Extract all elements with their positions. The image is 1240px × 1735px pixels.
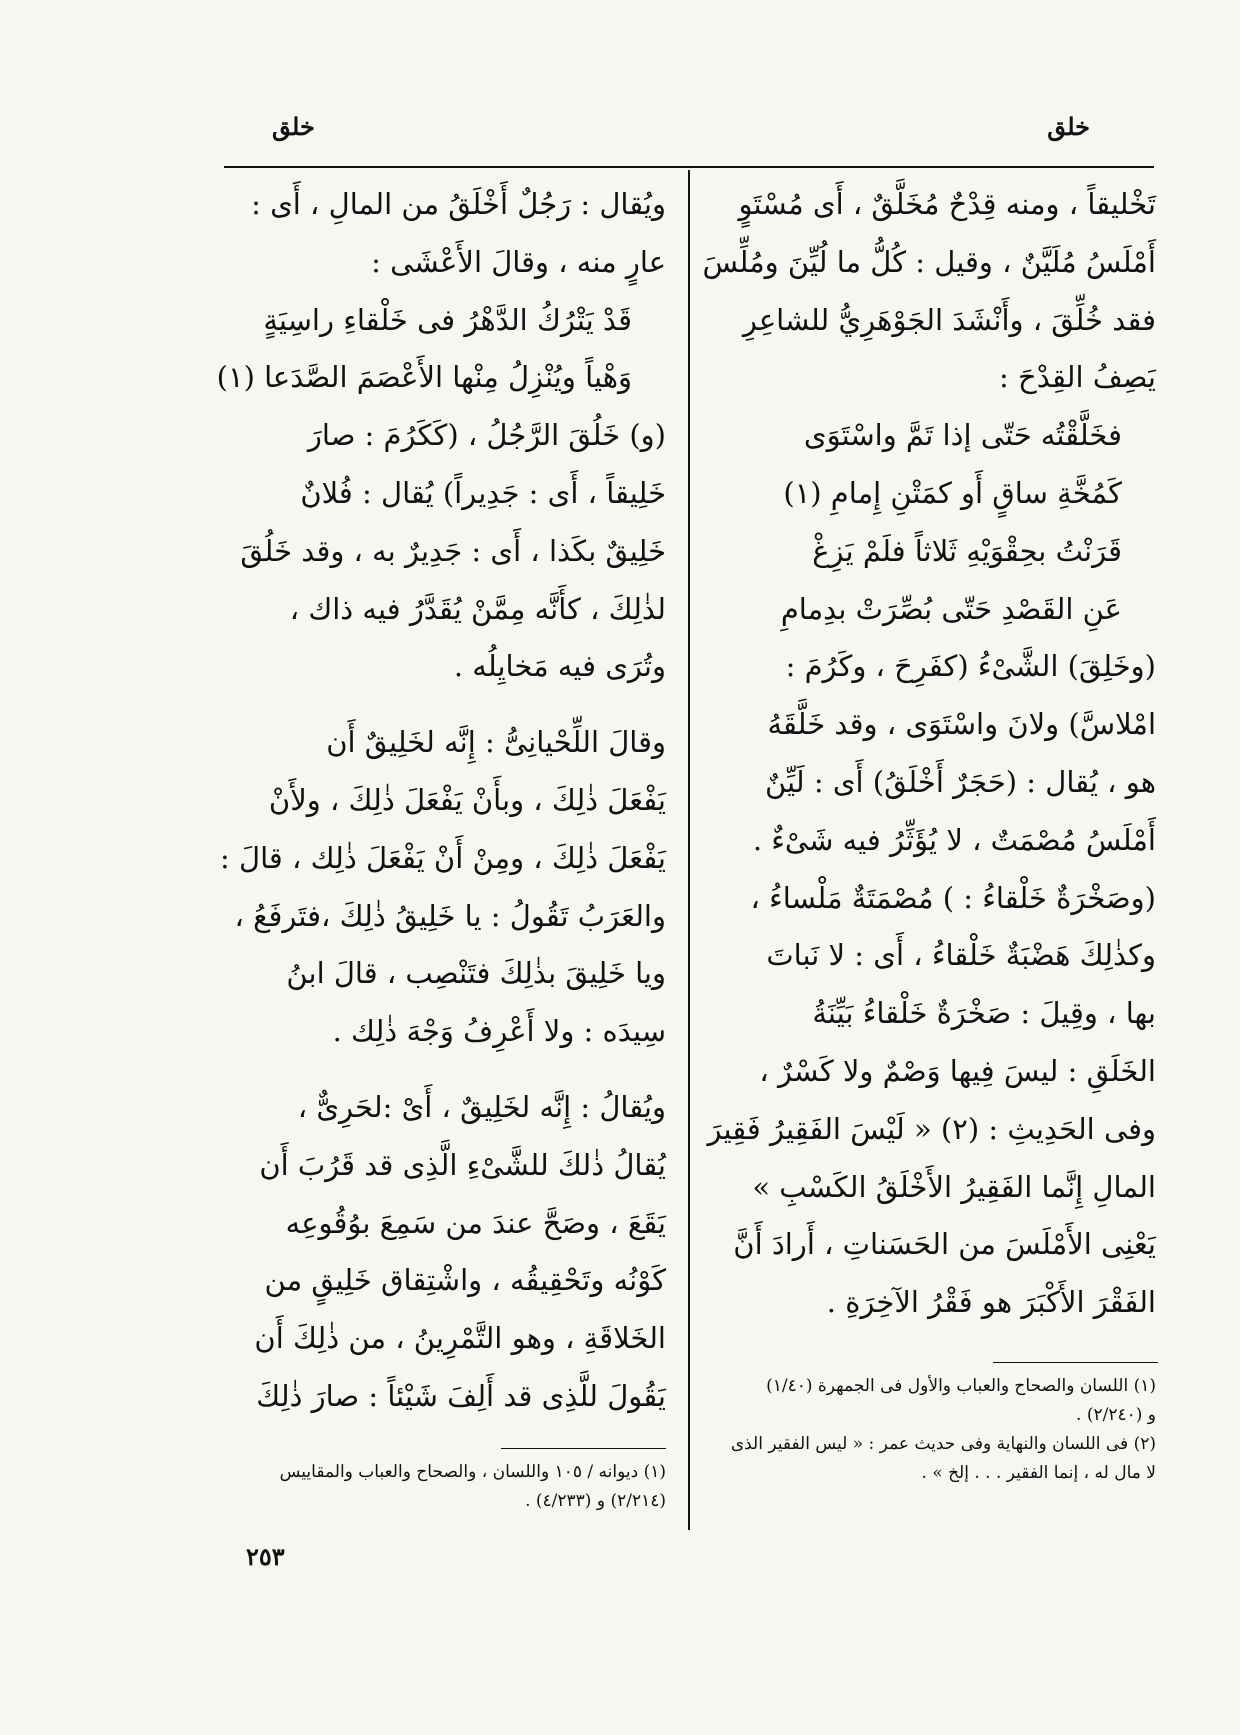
page-number: ٢٥٣ [246,1542,285,1571]
footnote-line: (١) ديوانه / ١٠٥ واللسان ، والصحاح والعباب والمقاييس [279,1462,666,1482]
text-line: وتُرَى فيه مَخايِلُه . [453,649,666,684]
footnote-line: (١) اللسان والصحاح والعباب والأول فى الجمهرة (١/٤٠) [766,1376,1156,1396]
text-line: تَخْليقاً ، ومنه قِدْحٌ مُخَلَّقٌ ، أَى مُسْتَوٍ [738,187,1156,221]
text-line: الفَقْرَ الأَكْبَرَ هو فَقْرُ الآخِرَةِ . [826,1285,1156,1320]
text-line: يَفْعَلَ ذٰلِكَ ، ومِنْ أَنْ يَفْعَلَ ذٰلِك ، قالَ : [220,840,666,875]
left-column [216,176,666,1426]
text-line: عارٍ منه ، وقالَ الأَعْشَى : [371,244,666,279]
text-line: كَوْنُه وتَحْقِيقُه ، واشْتِقاق خَلِيقٍ من [264,1263,666,1298]
text-line: الخَلَقِ : ليسَ فِيها وَصْمٌ ولا كَسْرٌ ، [759,1053,1156,1088]
text-line: لذٰلِكَ ، كأَنَّه مِمَّنْ يُقَدَّرُ فيه ذاك ، [289,591,666,626]
text-line: يَعْنِى الأَمْلَسَ من الحَسَناتِ ، أَرادَ أَنَّ [733,1227,1156,1262]
text-line: سِيدَه : ولا أَعْرِفُ وَجْهَ ذٰلِك . [332,1014,666,1049]
text-line: يَقَعَ ، وصَحَّ عندَ من سَمِعَ بوُقُوعِه [285,1205,666,1240]
verse-line: قَرَنْتُ بحِقْوَيْهِ ثَلاثاً فلَمْ يَزِغْ [812,533,1122,568]
entry-text [707,638,1156,1332]
text-line: أَمْلَسُ مُلَيَّنٌ ، وقيل : كُلُّ ما لُيِّنَ ومُلِّسَ [702,244,1156,279]
text-line: وقالَ اللِّحْيانِىُّ : إِنَّه لخَلِيقٌ أَن [326,725,666,760]
verse-line: قَدْ يَتْرُكُ الدَّهْرُ فى خَلْقاءِ راسِيَةٍ [263,302,632,337]
right-column [702,176,1156,1332]
text-line: بها ، وقِيلَ : صَخْرَةٌ خَلْقاءُ بَيِّنَةُ [812,996,1156,1031]
text-line: هو ، يُقال : (حَجَرٌ أَخْلَقُ) أَى : لَيِّنٌ [764,764,1156,799]
footnote-line: و (٢/٢٤٠) . [1076,1405,1156,1425]
text-line: امْلاسَّ) ولانَ واسْتَوَى ، وقد خَلَّقَهُ [767,707,1156,742]
paragraph-gap [224,1061,666,1079]
text-line: وفى الحَدِيثِ : (٢) « لَيْسَ الفَقِيرُ فَقِيرَ [707,1111,1156,1146]
text-line: (و) خَلُقَ الرَّجُلُ ، (كَكَرُمَ : صارَ [307,418,666,453]
paragraph-gap [224,696,666,714]
text-line: خَلِيقٌ بكَذا ، أَى : جَدِيرٌ به ، وقد خَلُقَ [240,533,666,568]
text-line: الخَلاقَةِ ، وهو التَّمْرِينُ ، من ذٰلِكَ أَن [254,1321,666,1356]
entry-text [702,176,1156,407]
text-line: ويا خَلِيقَ بذٰلِكَ فتَنْصِب ، قالَ ابنُ [286,956,666,991]
entry-text [224,1079,666,1426]
footnotes-left [224,1458,666,1516]
text-line: والعَرَبُ تَقُولُ : يا خَلِيقُ ذٰلِكَ ،فتَرفَعُ ، [234,898,666,933]
text-line: ويُقال : رَجُلٌ أَخْلَقُ من المالِ ، أَى : [251,187,666,221]
text-line: خَلِيقاً ، أَى : جَدِيراً) يُقال : فُلانٌ [300,475,666,510]
text-line: فقد خُلِّقَ ، وأَنْشَدَ الجَوْهَرِيُّ للشاعِرِ [742,302,1156,337]
text-line: يَصِفُ القِدْحَ : [999,360,1156,395]
footnote-rule-right [993,1362,1158,1363]
text-line: (وصَخْرَةٌ خَلْقاءُ : ) مُصْمَتَةٌ مَلْساءُ ، [750,880,1156,915]
entry-text [224,407,666,696]
running-head-right: خلق [1047,112,1090,141]
running-head-left: خلق [272,112,315,141]
text-line: (وخَلِقَ) الشَّىْءُ (كفَرِحَ ، وكَرُمَ : [785,649,1156,684]
footnote-line: لا مال له ، إنما الفقير . . . إلخ » . [921,1463,1156,1483]
entry-text [224,176,666,292]
verse-line: كَمُخَّةِ ساقٍ أَو كمَتْنِ إِمامِ (١) [783,475,1122,510]
verse-block [722,407,1156,638]
entry-text [220,714,666,1061]
footnotes-right [722,1372,1156,1488]
footnote-rule-left [501,1448,666,1449]
text-line: يُقالُ ذٰلكَ للشَّىْءِ الَّذِى قد قَرُبَ أَن [259,1147,666,1182]
text-line: ويُقالُ : إِنَّه لخَلِيقٌ ، أَىْ :لحَرِىٌّ ، [297,1089,666,1124]
text-line: أَمْلَسُ مُصْمَتٌ ، لا يُؤَثِّرُ فيه شَىْءٌ . [752,822,1156,857]
text-line: يَفْعَلَ ذٰلِكَ ، وبأَنْ يَفْعَلَ ذٰلِكَ ، ولأَنْ [268,782,666,817]
header-rule [224,166,1154,168]
footnote-line: (٢/٢١٤) و (٤/٢٣٣) . [525,1491,666,1511]
text-line: يَقُولَ للَّذِى قد أَلِفَ شَيْئاً : صارَ ذٰلِكَ [256,1378,666,1413]
text-line: وكذٰلِكَ هَضْبَةٌ خَلْقاءُ ، أَى : لا نَباتَ [766,938,1156,973]
column-divider [688,170,690,1530]
verse-block [216,292,666,408]
verse-line: وَهْياً ويُنْزِلُ مِنْها الأَعْصَمَ الصَّدَعا (١) [216,360,632,395]
verse-line: فخَلَّقْتُه حَتّى إذا تَمَّ واسْتَوَى [803,418,1122,453]
text-line: المالِ إِنَّما الفَقِيرُ الأَخْلَقُ الكَسْبِ » [752,1169,1156,1204]
footnote-line: (٢) فى اللسان والنهاية وفى حديث عمر : « ليس الفقير الذى [730,1434,1156,1454]
verse-line: عَنِ القَصْدِ حَتّى بُصِّرَتْ بدِمامِ [780,591,1122,626]
